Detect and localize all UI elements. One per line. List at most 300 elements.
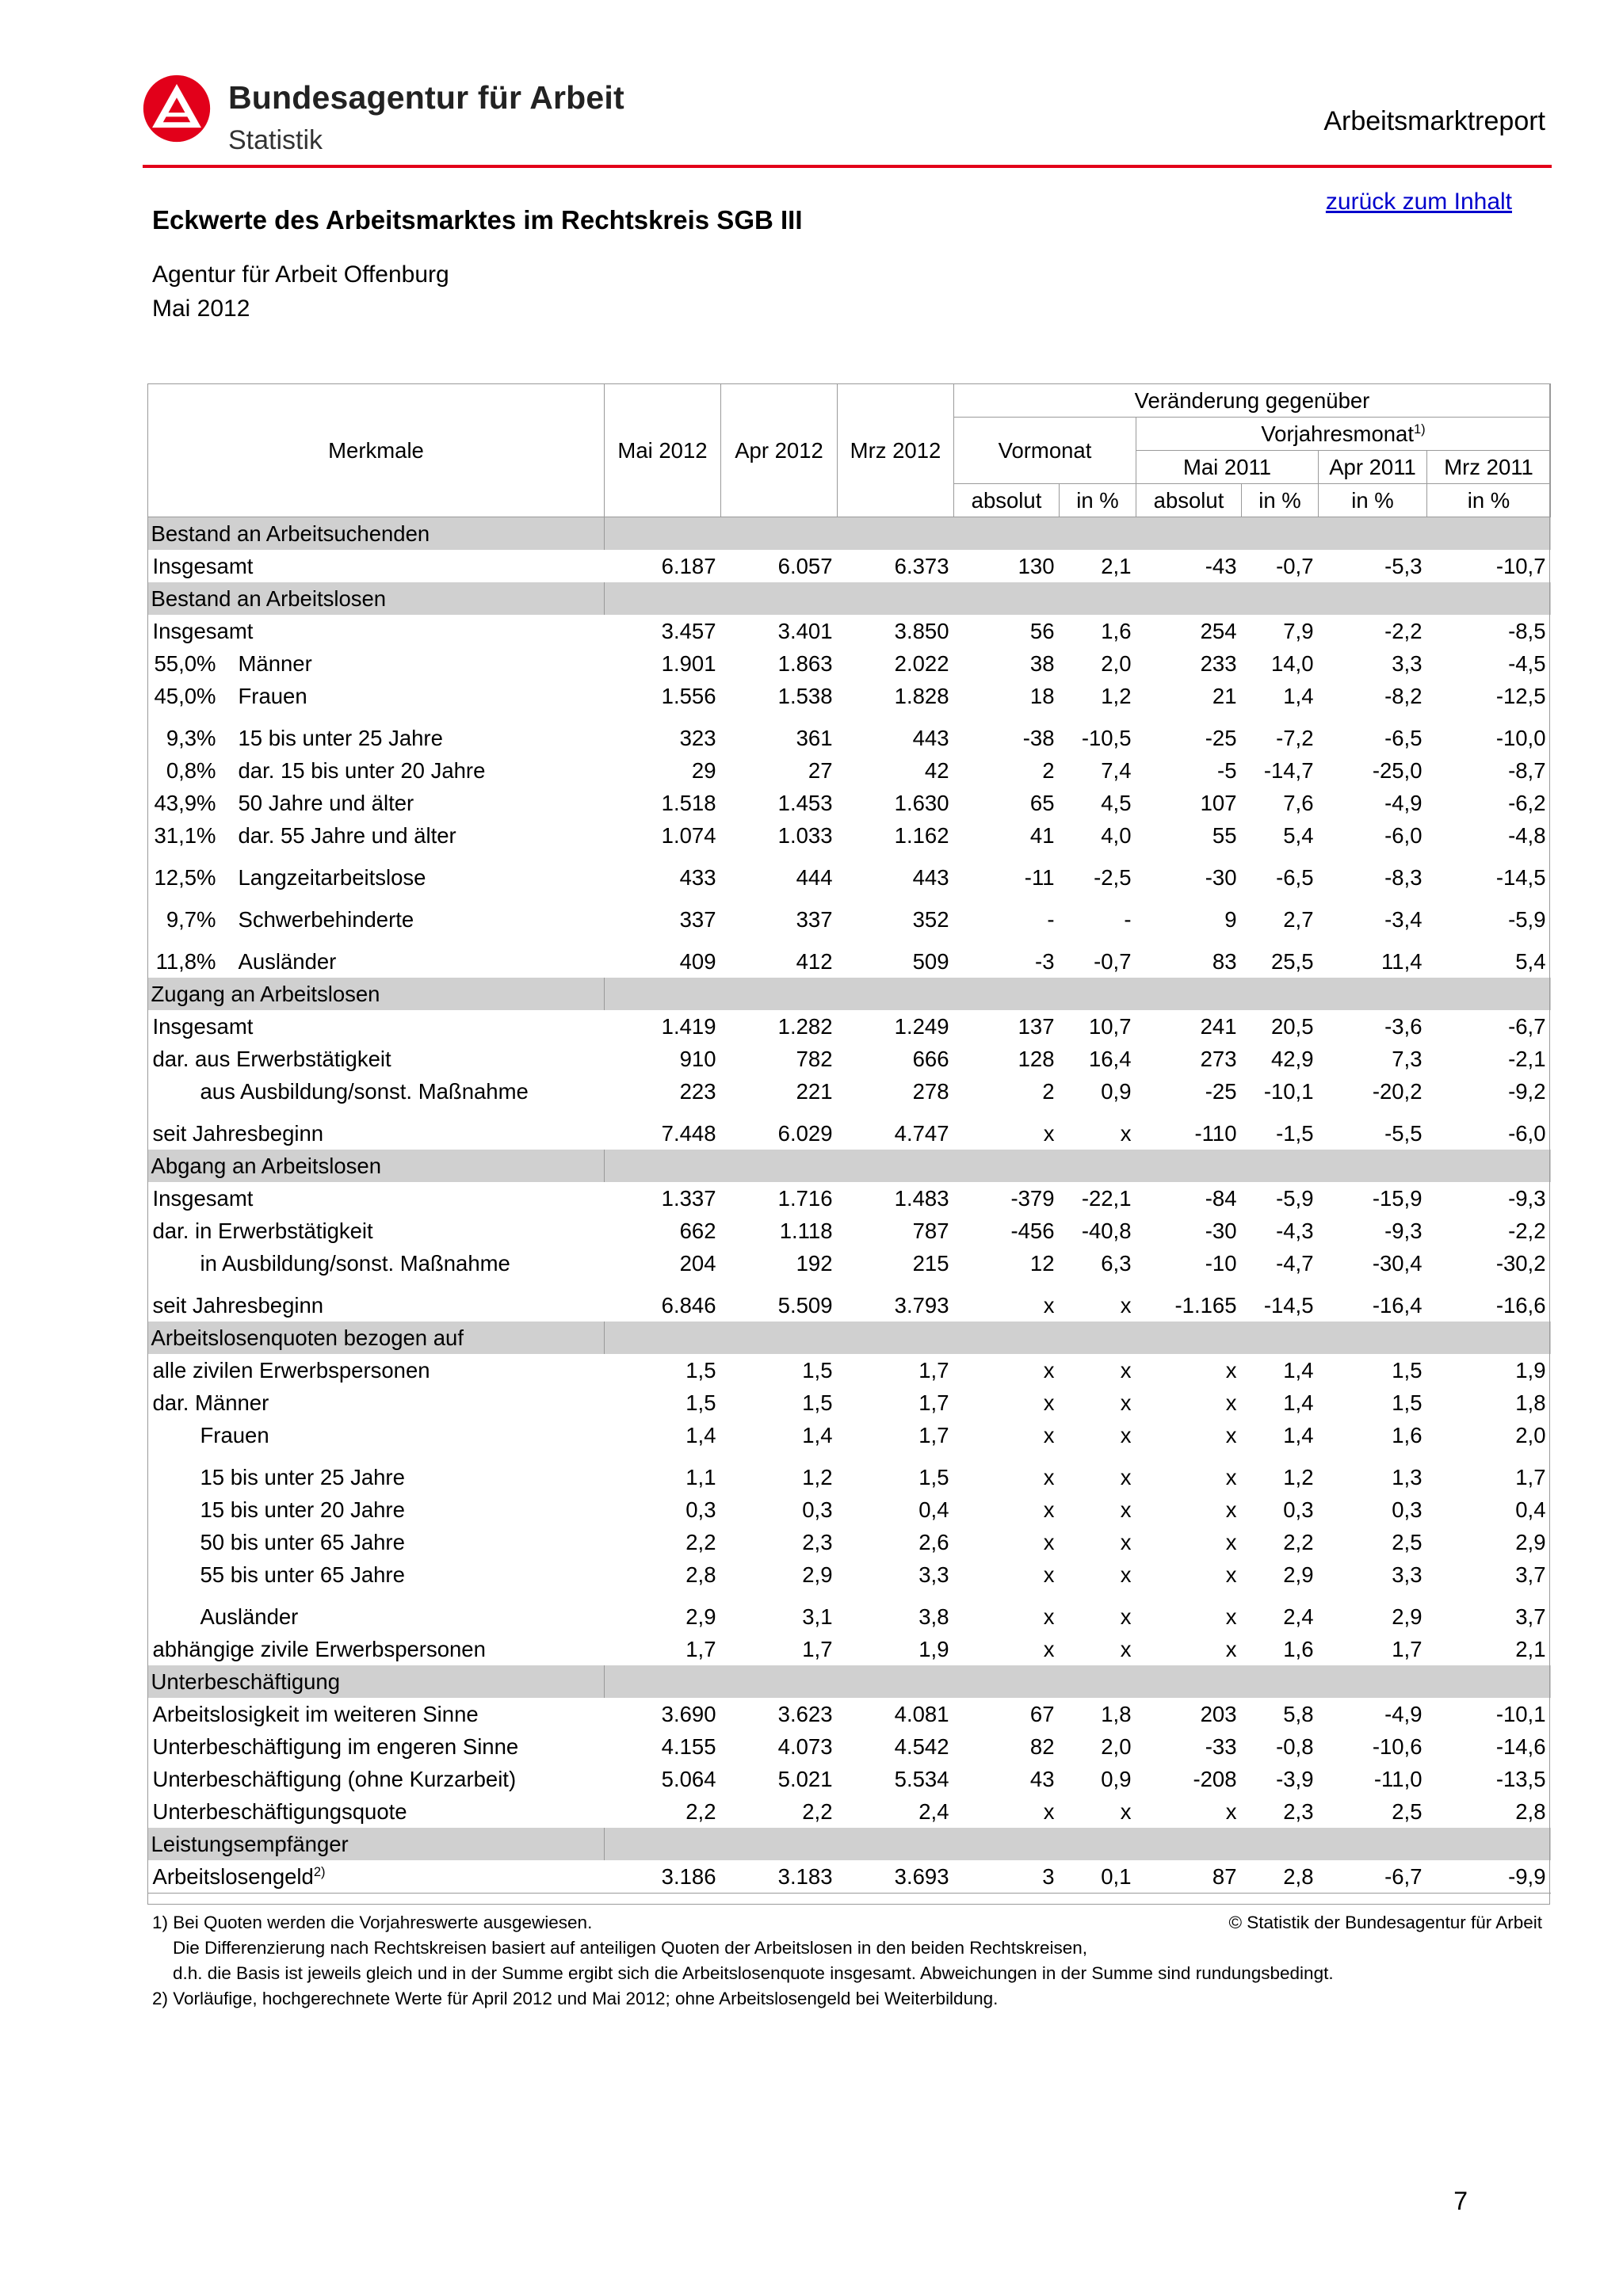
header-vormonat-prozent: in % — [1060, 484, 1136, 517]
value-cell: 666 — [912, 1046, 949, 1071]
row-label-cell — [148, 787, 605, 819]
row-label-cell — [148, 1419, 605, 1451]
value-cell: -0,8 — [1276, 1733, 1314, 1759]
value-cell: 1,4 — [1283, 1390, 1314, 1415]
header-vorjahr-absolut: absolut — [1136, 484, 1242, 517]
row-label: dar. Männer — [152, 1390, 269, 1415]
value-cell: 1,7 — [918, 1390, 949, 1415]
value-cell: 0,1 — [1060, 1860, 1136, 1894]
value-cell: x — [1043, 1422, 1055, 1447]
row-label-cell — [148, 1795, 605, 1828]
value-cell: 1.556 — [661, 683, 716, 708]
row-label: 15 bis unter 20 Jahre — [200, 1497, 405, 1522]
value-cell: x — [1120, 1390, 1132, 1415]
table-row — [148, 1795, 1551, 1828]
value-cell: x — [1225, 1798, 1237, 1824]
value-cell: -3,9 — [1276, 1766, 1314, 1791]
value-cell: -30 — [1205, 1218, 1237, 1243]
row-label: Insgesamt — [152, 1013, 254, 1039]
value-cell: -9,3 — [1508, 1185, 1546, 1211]
table-row — [148, 787, 1551, 819]
value-cell: -14,5 — [1495, 865, 1546, 890]
table-row — [148, 615, 1551, 647]
value-cell: -456 — [1010, 1218, 1055, 1243]
value-cell: 1,8 — [1101, 1701, 1132, 1726]
value-cell: -6,5 — [1276, 865, 1314, 890]
value-cell: 782 — [796, 1046, 833, 1071]
value-cell: x — [1043, 1357, 1055, 1383]
value-cell: - — [1047, 907, 1055, 932]
table-row — [148, 819, 1551, 852]
value-cell: 1.518 — [661, 790, 716, 815]
value-cell: 6.057 — [777, 553, 833, 578]
section-fill — [605, 1665, 1551, 1698]
value-cell: 67 — [1029, 1701, 1055, 1726]
bundesagentur-logo-icon — [143, 74, 211, 143]
value-cell: -2,5 — [1094, 865, 1132, 890]
row-label-cell — [148, 712, 605, 754]
row-label: 15 bis unter 25 Jahre — [238, 726, 443, 750]
value-cell: 1,9 — [918, 1636, 949, 1661]
page-title: Eckwerte des Arbeitsmarktes im Rechtskreis SGB III — [152, 205, 803, 235]
row-label: Ausländer — [200, 1604, 299, 1629]
value-cell: 6.846 — [661, 1293, 716, 1318]
value-cell: 412 — [796, 949, 833, 974]
value-cell: -6,2 — [1508, 790, 1546, 815]
value-cell: -9,3 — [1384, 1218, 1423, 1243]
value-cell: 56 — [1029, 618, 1055, 643]
row-label-cell — [148, 647, 605, 680]
table-row — [148, 1386, 1551, 1419]
value-cell: 241 — [1200, 1013, 1237, 1039]
value-cell: 6.373 — [894, 553, 949, 578]
value-cell: 2,4 — [1283, 1604, 1314, 1629]
value-cell: 1.162 — [894, 822, 949, 848]
table-row — [148, 1215, 1551, 1247]
value-cell: 3.186 — [605, 1860, 721, 1894]
value-cell: -9,9 — [1427, 1860, 1551, 1894]
value-cell: 1,5 — [802, 1357, 833, 1383]
value-cell: 41 — [1029, 822, 1055, 848]
row-label: Unterbeschäftigung (ohne Kurzarbeit) — [152, 1766, 517, 1791]
value-cell: 1,4 — [685, 1422, 716, 1447]
header-merkmale: Merkmale — [148, 384, 605, 517]
row-label-cell — [148, 1451, 605, 1493]
value-cell: 1,4 — [1283, 1357, 1314, 1383]
row-label: Frauen — [238, 683, 307, 708]
row-share: 9,3% — [166, 726, 216, 750]
header-vormonat: Vormonat — [954, 418, 1136, 484]
value-cell: -6,7 — [1508, 1013, 1546, 1039]
value-cell: x — [1120, 1121, 1132, 1146]
value-cell: 254 — [1200, 618, 1237, 643]
value-cell: -10,6 — [1372, 1733, 1423, 1759]
value-cell: 27 — [808, 757, 833, 783]
section-header — [148, 1665, 1551, 1698]
section-fill — [605, 582, 1551, 615]
table-row — [148, 1763, 1551, 1795]
table-row — [148, 1698, 1551, 1730]
value-cell: 5.534 — [894, 1766, 949, 1791]
value-cell: 5,4 — [1515, 949, 1546, 974]
value-cell: 137 — [1018, 1013, 1055, 1039]
section-header — [148, 1828, 1551, 1860]
value-cell: -2,1 — [1508, 1046, 1546, 1071]
row-label-cell — [148, 1280, 605, 1322]
row-label: Unterbeschäftigung im engeren Sinne — [152, 1733, 519, 1759]
row-label-cell — [148, 615, 605, 647]
value-cell: 14,0 — [1270, 650, 1314, 676]
value-cell: x — [1043, 1604, 1055, 1629]
value-cell: 3 — [954, 1860, 1060, 1894]
value-cell: 2,8 — [1515, 1798, 1546, 1824]
header-apr2011-prozent: in % — [1319, 484, 1427, 517]
header-vormonat-absolut: absolut — [954, 484, 1060, 517]
value-cell: 12 — [1029, 1250, 1055, 1276]
value-cell: 0,9 — [1101, 1078, 1132, 1104]
value-cell: 2,6 — [918, 1529, 949, 1554]
value-cell: 3,7 — [1515, 1604, 1546, 1629]
value-cell: 4.155 — [661, 1733, 716, 1759]
value-cell: -5 — [1217, 757, 1237, 783]
value-cell: 2,0 — [1515, 1422, 1546, 1447]
row-label-cell — [148, 1558, 605, 1591]
value-cell: 107 — [1200, 790, 1237, 815]
value-cell: -8,3 — [1384, 865, 1423, 890]
value-cell: 3.850 — [894, 618, 949, 643]
row-share: 55,0% — [154, 650, 216, 676]
row-label-cell — [148, 1730, 605, 1763]
value-cell: 42 — [924, 757, 949, 783]
section-title: Unterbeschäftigung — [148, 1665, 605, 1698]
value-cell: 25,5 — [1270, 949, 1314, 974]
value-cell: 1.538 — [777, 683, 833, 708]
value-cell: 1,6 — [1392, 1422, 1423, 1447]
value-cell: 2 — [1042, 1078, 1055, 1104]
value-cell: 2,2 — [685, 1798, 716, 1824]
value-cell: -25,0 — [1372, 757, 1423, 783]
value-cell: -4,5 — [1508, 650, 1546, 676]
value-cell: x — [1043, 1562, 1055, 1587]
value-cell: -10 — [1205, 1250, 1237, 1276]
value-cell: 3.793 — [894, 1293, 949, 1318]
row-label: dar. 55 Jahre und älter — [238, 822, 456, 848]
value-cell: 83 — [1212, 949, 1237, 974]
value-cell: 273 — [1200, 1046, 1237, 1071]
value-cell: 38 — [1029, 650, 1055, 676]
report-name: Arbeitsmarktreport — [1323, 106, 1545, 136]
footnote-2: 2) Vorläufige, hochgerechnete Werte für April 2012 und Mai 2012; ohne Arbeitslosengeld bei Weiterbildung. — [152, 1989, 999, 2008]
value-cell: 1.118 — [779, 1218, 833, 1243]
value-cell: x — [1120, 1529, 1132, 1554]
section-title: Bestand an Arbeitsuchenden — [148, 517, 605, 551]
section-header — [148, 1150, 1551, 1182]
value-cell: x — [1120, 1497, 1132, 1522]
value-cell: -208 — [1193, 1766, 1237, 1791]
value-cell: -6,7 — [1319, 1860, 1427, 1894]
value-cell: -6,0 — [1508, 1121, 1546, 1146]
section-header — [148, 582, 1551, 615]
value-cell: 1.716 — [777, 1185, 833, 1211]
value-cell: -3,6 — [1384, 1013, 1423, 1039]
value-cell: 1.630 — [894, 790, 949, 815]
table-row — [148, 1075, 1551, 1108]
section-header — [148, 1322, 1551, 1354]
value-cell: x — [1225, 1465, 1237, 1489]
value-cell: 1.453 — [777, 790, 833, 815]
value-cell: -20,2 — [1372, 1078, 1423, 1104]
value-cell: -4,9 — [1384, 790, 1423, 815]
value-cell: 662 — [679, 1218, 716, 1243]
value-cell: x — [1225, 1422, 1237, 1447]
section-fill — [605, 1322, 1551, 1354]
value-cell: - — [1124, 907, 1132, 932]
row-label-cell — [148, 894, 605, 936]
header-mai2012: Mai 2012 — [605, 384, 721, 517]
footnote-1-line2: Die Differenzierung nach Rechtskreisen basiert auf anteiligen Quoten der Arbeitslosen in den beiden Rechtskreisen, — [173, 1938, 1088, 1958]
org-sub: Statistik — [228, 125, 323, 155]
value-cell: x — [1043, 1465, 1055, 1489]
value-cell: 130 — [1018, 553, 1055, 578]
value-cell: x — [1043, 1497, 1055, 1522]
value-cell: 409 — [679, 949, 716, 974]
header-mrz2011: Mrz 2011 — [1427, 451, 1551, 484]
value-cell: -16,4 — [1372, 1293, 1423, 1318]
value-cell: 6,3 — [1101, 1250, 1132, 1276]
back-to-contents-link[interactable]: zurück zum Inhalt — [1325, 189, 1512, 215]
header-mrz2012: Mrz 2012 — [838, 384, 954, 517]
value-cell: 1.282 — [777, 1013, 833, 1039]
value-cell: -6,5 — [1384, 726, 1423, 750]
row-label-cell — [148, 1591, 605, 1633]
value-cell: x — [1043, 1121, 1055, 1146]
row-label: Arbeitslosigkeit im weiteren Sinne — [152, 1701, 479, 1726]
value-cell: 1.483 — [894, 1185, 949, 1211]
value-cell: -30,4 — [1372, 1250, 1423, 1276]
row-label: alle zivilen Erwerbspersonen — [152, 1357, 430, 1383]
value-cell: -8,2 — [1384, 683, 1423, 708]
value-cell: x — [1043, 1636, 1055, 1661]
table-row — [148, 1108, 1551, 1150]
header-mai2011: Mai 2011 — [1136, 451, 1319, 484]
row-label-cell — [148, 1763, 605, 1795]
value-cell: 6.187 — [661, 553, 716, 578]
value-cell: 443 — [912, 865, 949, 890]
value-cell: -3 — [1035, 949, 1055, 974]
value-cell: 0,3 — [1392, 1497, 1423, 1522]
value-cell: 3,3 — [1392, 650, 1423, 676]
value-cell: -13,5 — [1495, 1766, 1546, 1791]
row-label-cell — [148, 1386, 605, 1419]
value-cell: x — [1043, 1529, 1055, 1554]
row-label: Männer — [238, 650, 312, 676]
value-cell: 1.901 — [661, 650, 716, 676]
value-cell: 10,7 — [1088, 1013, 1132, 1039]
value-cell: -15,9 — [1372, 1185, 1423, 1211]
value-cell: 1,5 — [685, 1357, 716, 1383]
value-cell: 7,6 — [1283, 790, 1314, 815]
value-cell: 3,1 — [802, 1604, 833, 1629]
value-cell: 1.249 — [894, 1013, 949, 1039]
value-cell: 337 — [796, 907, 833, 932]
value-cell: 3,3 — [918, 1562, 949, 1587]
value-cell: 1,7 — [1515, 1465, 1546, 1489]
value-cell: 433 — [679, 865, 716, 890]
value-cell: 55 — [1212, 822, 1237, 848]
value-cell: 1,5 — [1392, 1357, 1423, 1383]
value-cell: 2,9 — [685, 1604, 716, 1629]
header-vorjahr-prozent: in % — [1242, 484, 1319, 517]
value-cell: 2,9 — [1515, 1529, 1546, 1554]
table-row — [148, 1280, 1551, 1322]
row-label-cell — [148, 680, 605, 712]
value-cell: x — [1120, 1465, 1132, 1489]
value-cell: 192 — [796, 1250, 833, 1276]
value-cell: 2,7 — [1283, 907, 1314, 932]
value-cell: 6.029 — [777, 1121, 833, 1146]
value-cell: 3.457 — [661, 618, 716, 643]
header-divider — [143, 165, 1552, 168]
value-cell: -30 — [1205, 865, 1237, 890]
row-share: 43,9% — [154, 790, 216, 815]
value-cell: x — [1043, 1390, 1055, 1415]
row-label: dar. in Erwerbstätigkeit — [152, 1218, 373, 1243]
value-cell: -0,7 — [1094, 949, 1132, 974]
value-cell: -4,8 — [1508, 822, 1546, 848]
row-label: Ausländer — [238, 949, 337, 974]
value-cell: -22,1 — [1081, 1185, 1132, 1211]
value-cell: -11 — [1024, 865, 1055, 890]
value-cell: -16,6 — [1495, 1293, 1546, 1318]
row-label: Frauen — [200, 1422, 269, 1447]
value-cell: x — [1225, 1529, 1237, 1554]
table-row — [148, 1493, 1551, 1526]
value-cell: 43 — [1029, 1766, 1055, 1791]
value-cell: -4,3 — [1276, 1218, 1314, 1243]
value-cell: 5,8 — [1283, 1701, 1314, 1726]
table-row — [148, 1451, 1551, 1493]
value-cell: 3,3 — [1392, 1562, 1423, 1587]
value-cell: 1,4 — [1283, 683, 1314, 708]
value-cell: -0,7 — [1276, 553, 1314, 578]
report-period: Mai 2012 — [152, 296, 250, 322]
row-label: 50 Jahre und älter — [238, 790, 414, 815]
value-cell: -25 — [1205, 726, 1237, 750]
section-title: Zugang an Arbeitslosen — [148, 978, 605, 1010]
value-cell: 2,1 — [1515, 1636, 1546, 1661]
value-cell: 1,7 — [685, 1636, 716, 1661]
value-cell: 18 — [1029, 683, 1055, 708]
value-cell: -2,2 — [1384, 618, 1423, 643]
value-cell: 4.747 — [894, 1121, 949, 1146]
row-label: Insgesamt — [152, 553, 254, 578]
value-cell: 221 — [796, 1078, 833, 1104]
row-label-cell — [148, 1010, 605, 1043]
value-cell: -6,0 — [1384, 822, 1423, 848]
value-cell: -14,6 — [1495, 1733, 1546, 1759]
value-cell: x — [1043, 1293, 1055, 1318]
value-cell: 7,4 — [1101, 757, 1132, 783]
value-cell: 1.863 — [777, 650, 833, 676]
value-cell: -40,8 — [1081, 1218, 1132, 1243]
value-cell: 3,7 — [1515, 1562, 1546, 1587]
footnote-1-line3: d.h. die Basis ist jeweils gleich und in der Summe ergibt sich die Arbeitslosenquote insgesamt. Abweichungen in der Summe sind rundungsbedingt. — [173, 1963, 1334, 1983]
value-cell: -10,7 — [1495, 553, 1546, 578]
value-cell: 1,3 — [1392, 1465, 1423, 1489]
value-cell: -43 — [1205, 553, 1237, 578]
value-cell: -14,7 — [1263, 757, 1314, 783]
section-title: Bestand an Arbeitslosen — [148, 582, 605, 615]
value-cell: -10,5 — [1081, 726, 1132, 750]
row-label-cell — [148, 550, 605, 582]
row-label: abhängige zivile Erwerbspersonen — [152, 1636, 486, 1661]
value-cell: 29 — [691, 757, 716, 783]
value-cell: 278 — [912, 1078, 949, 1104]
value-cell: 1,7 — [1392, 1636, 1423, 1661]
value-cell: 223 — [679, 1078, 716, 1104]
row-label-cell — [148, 754, 605, 787]
row-label-cell — [148, 819, 605, 852]
value-cell: 1.337 — [661, 1185, 716, 1211]
row-label-cell — [148, 1043, 605, 1075]
value-cell: 20,5 — [1270, 1013, 1314, 1039]
table-row — [148, 852, 1551, 894]
value-cell: 0,4 — [1515, 1497, 1546, 1522]
section-title: Leistungsempfänger — [148, 1828, 605, 1860]
table-row — [148, 1010, 1551, 1043]
header-mrz2011-prozent: in % — [1427, 484, 1551, 517]
value-cell: x — [1120, 1798, 1132, 1824]
value-cell: 2 — [1042, 757, 1055, 783]
row-label: Langzeitarbeitslose — [238, 865, 426, 890]
row-label: aus Ausbildung/sonst. Maßnahme — [200, 1078, 529, 1104]
value-cell: 1,2 — [1283, 1465, 1314, 1489]
table-row — [148, 680, 1551, 712]
value-cell: 1,5 — [918, 1465, 949, 1489]
header-apr2012: Apr 2012 — [721, 384, 838, 517]
row-share: 11,8% — [155, 949, 216, 974]
value-cell: -12,5 — [1495, 683, 1546, 708]
value-cell: 82 — [1029, 1733, 1055, 1759]
table-row — [148, 1633, 1551, 1665]
row-label: Insgesamt — [152, 618, 254, 643]
table-row — [148, 1182, 1551, 1215]
row-label: Unterbeschäftigungsquote — [152, 1798, 407, 1824]
value-cell: x — [1120, 1562, 1132, 1587]
value-cell: 0,3 — [1283, 1497, 1314, 1522]
row-label-cell — [148, 1526, 605, 1558]
value-cell: 2,5 — [1392, 1529, 1423, 1554]
section-fill — [605, 1150, 1551, 1182]
value-cell: 2,1 — [1101, 553, 1132, 578]
value-cell: 2,0 — [1101, 1733, 1132, 1759]
value-cell: 215 — [912, 1250, 949, 1276]
value-cell: 2,9 — [1392, 1604, 1423, 1629]
row-label: seit Jahresbeginn — [152, 1121, 324, 1146]
value-cell: -8,5 — [1508, 618, 1546, 643]
value-cell: 2,8 — [685, 1562, 716, 1587]
section-header — [148, 517, 1551, 551]
value-cell: 2,3 — [1283, 1798, 1314, 1824]
value-cell: 361 — [796, 726, 833, 750]
value-cell: 352 — [912, 907, 949, 932]
table-row — [148, 894, 1551, 936]
value-cell: 3.623 — [777, 1701, 833, 1726]
row-label: 15 bis unter 25 Jahre — [200, 1465, 405, 1489]
header-veraenderung: Veränderung gegenüber — [954, 384, 1551, 418]
row-share: 45,0% — [154, 683, 216, 708]
value-cell: 910 — [679, 1046, 716, 1071]
